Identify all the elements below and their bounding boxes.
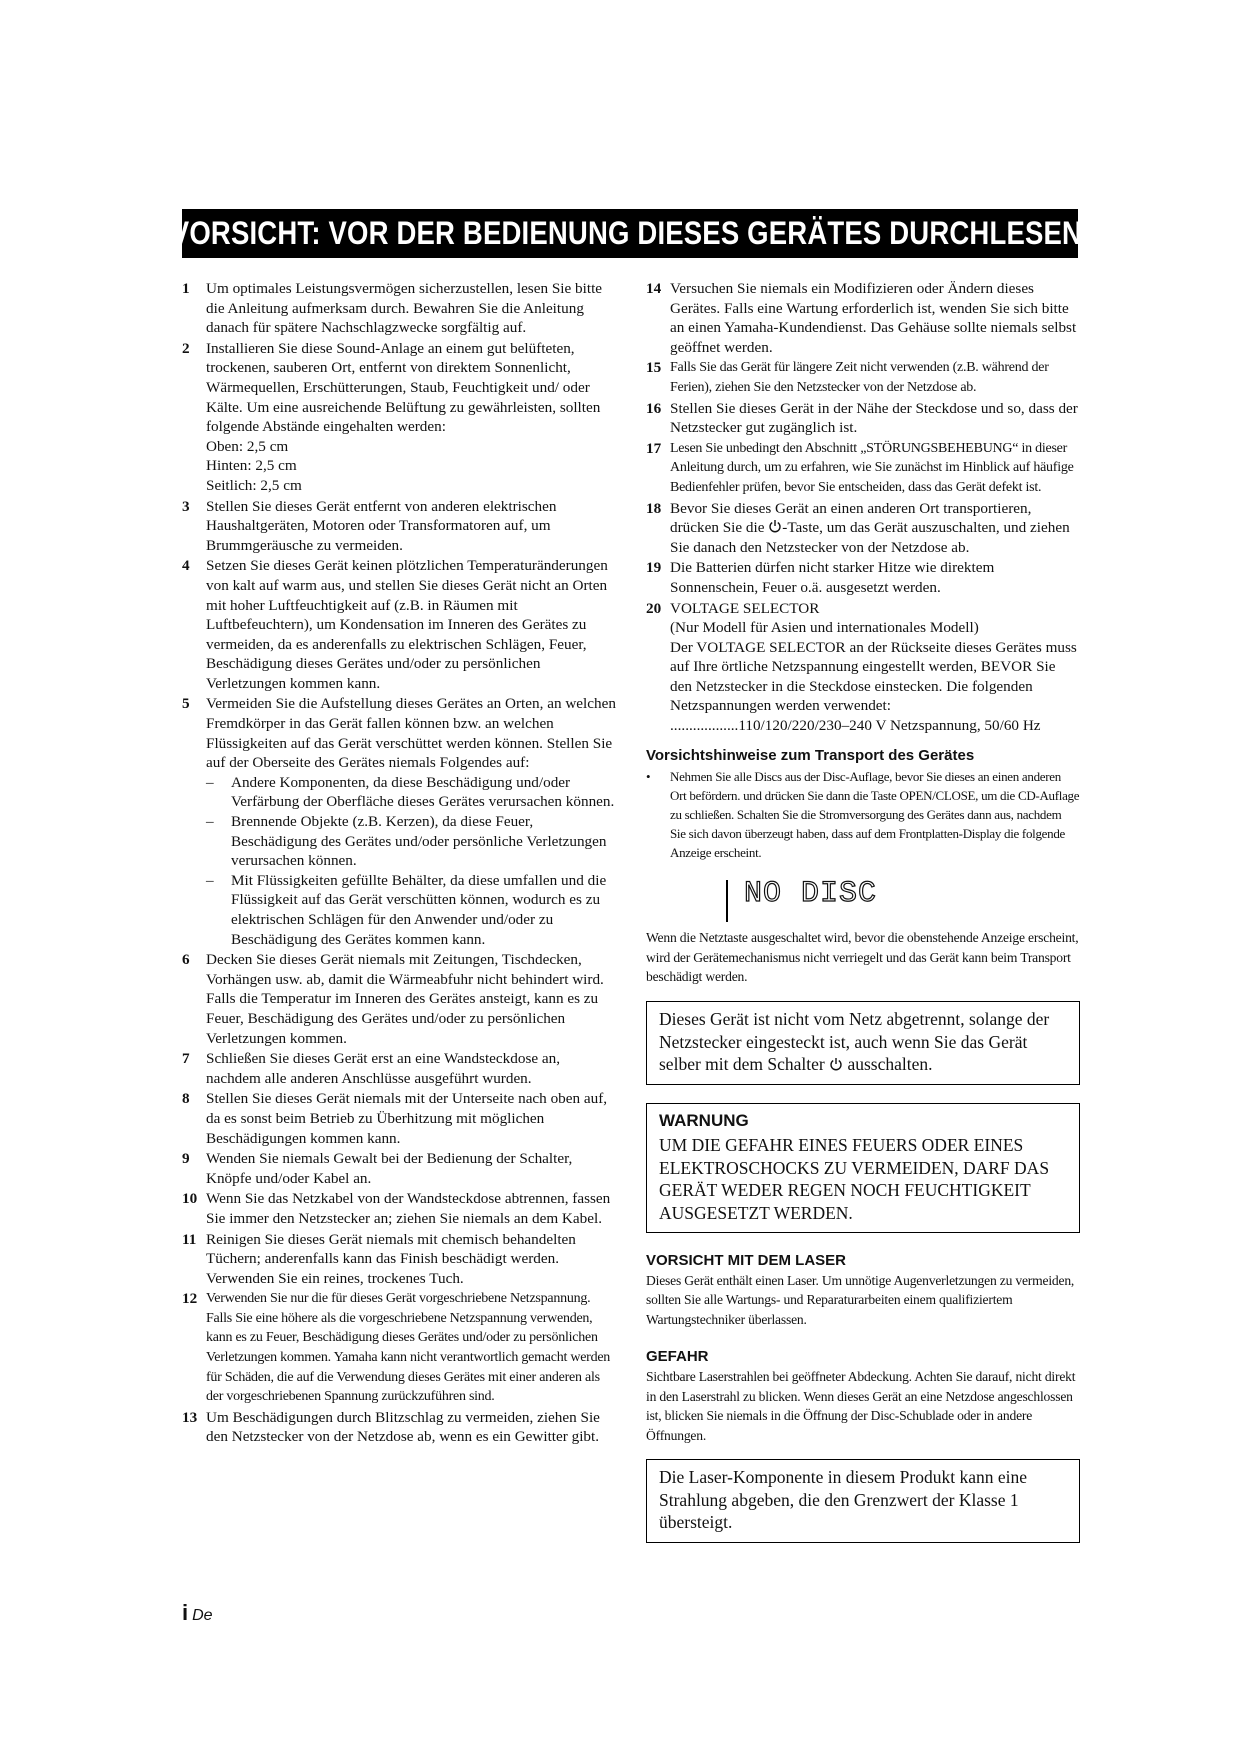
page-number: i <box>182 1600 189 1625</box>
power-icon <box>829 1057 843 1071</box>
warning-title: WARNUNG <box>659 1110 749 1130</box>
list-item: 14 Versuchen Sie niemals ein Modifizieren oder Ändern dieses Gerätes. Falls eine Wartung erforderlich ist, wenden Sie sich bitte an einen Yamaha-Kundendienst. Das Gehäuse sollte niemals selbst geöffnet werden. <box>646 280 1077 356</box>
transport-heading: Vorsichtshinweise zum Transport des Gerätes <box>646 746 975 764</box>
list-item: 1 Um optimales Leistungsvermögen sicherzustellen, lesen Sie bitte die Anleitung aufmerksam durch. Bewahren Sie die Anleitung danach für spätere Nachschlagzwecke sorgfältig auf. <box>182 280 603 337</box>
list-item: 3 Stellen Sie dieses Gerät entfernt von anderen elektrischen Haushaltgeräten, Motoren oder Transformatoren auf, um Brummgeräusche zu vermeiden. <box>182 497 557 554</box>
power-notice-box: Dieses Gerät ist nicht vom Netz abgetrennt, solange der Netzstecker eingesteckt ist, auch wenn Sie das Gerät selber mit dem Schalter ausschalten. <box>646 1001 1080 1085</box>
warning-box <box>646 1103 1080 1234</box>
power-icon <box>768 519 782 533</box>
front-panel-display <box>726 877 908 922</box>
danger-heading: GEFAHR <box>646 1348 709 1366</box>
list-item: 12 Verwenden Sie nur die für dieses Gerät vorgeschriebene Netzspannung. Falls Sie eine höhere als die vorgeschriebene Netzspannung verwenden, kann es zu Feuer, Beschädigung dieses Gerätes und/oder zu persönlichen Verletzungen kommen. Yamaha kann nicht verantwortlich gemacht werden für Schäden, die auf die Verwendung dieses Gerätes mit einer anderen als der vorgeschriebenen Spannung zurückzuführen sind. <box>182 1290 611 1405</box>
list-item: 7 Schließen Sie dieses Gerät erst an eine Wandsteckdose an, nachdem alle anderen Anschlüsse ausgeführt wurden. <box>182 1050 561 1087</box>
laser-text: Dieses Gerät enthält einen Laser. Um unnötige Augenverletzungen zu vermeiden, sollten Sie alle Wartungs- und Reparaturarbeiten einem qualifiziertem Wartungstechniker überlassen. <box>646 1272 1075 1327</box>
list-item: 15 Falls Sie das Gerät für längere Zeit nicht verwenden (z.B. während der Ferien), ziehen Sie den Netzstecker von der Netzdose ab. <box>646 359 1049 395</box>
left-column <box>182 279 618 1448</box>
list-item: 11 Reinigen Sie dieses Gerät niemals mit chemisch behandelten Tüchern; anderenfalls kann das Finish beschädigt werden. Verwenden Sie ein reines, trockenes Tuch. <box>182 1230 576 1287</box>
list-item: 19 Die Batterien dürfen nicht starker Hitze wie direktem Sonnenschein, Feuer o.ä. ausgesetzt werden. <box>646 559 995 596</box>
laser-class-box: Die Laser-Komponente in diesem Produkt kann eine Strahlung abgeben, die den Grenzwert der Klasse 1 übersteigt. <box>646 1459 1080 1543</box>
list-item: 9 Wenden Sie niemals Gewalt bei der Bedienung der Schalter, Knöpfe und/oder Kabel an. <box>182 1150 573 1187</box>
list-item: 13 Um Beschädigungen durch Blitzschlag zu vermeiden, ziehen Sie den Netzstecker von der Netzdose ab, wenn es ein Gewitter gibt. <box>182 1408 600 1446</box>
page-title-bar <box>170 209 1090 258</box>
list-item: 16 Stellen Sie dieses Gerät in der Nähe der Steckdose und so, dass der Netzstecker gut zugänglich ist. <box>646 399 1078 437</box>
transport-note: Wenn die Netztaste ausgeschaltet wird, bevor die obenstehende Anzeige erscheint, wird der Gerätemechanismus nicht verriegelt und das Gerät kann beim Transport beschädigt werden. <box>646 930 1079 985</box>
language-code: De <box>192 1607 213 1624</box>
list-item: 4 Setzen Sie dieses Gerät keinen plötzlichen Temperaturänderungen von kalt auf warm aus, und stellen Sie dieses Gerät nicht an Orten mit hoher Luftfeuchtigkeit auf (z.B. in Räumen mit Luftbefeuchtern), um Kondensation im Inneren des Gerätes zu vermeiden, da es anderenfalls zu elektrischen Schlägen, Feuer, Beschädigung dieses Gerätes und/oder zu persönlichen Verletzungen kommen kann. <box>182 557 608 692</box>
list-item: 5 Vermeiden Sie die Aufstellung dieses Gerätes an Orten, an welchen Fremdkörper in das Gerät fallen können bzw. an welchen Flüssigkeiten auf das Gerät verschüttet werden können. Stellen Sie auf der Oberseite des Gerätes niemals Folgendes auf: – Andere Komponenten, da diese Beschädigung und/oder Verfärbung der Oberfläche dieses Gerätes verursachen können. – Brennende Objekte (z.B. Kerzen), da diese Feuer, Beschädigung des Gerätes und/oder persönliche Verletzungen verursachen können. – Mit Flüssigkeiten gefüllte Behälter, da diese umfallen und die Flüssigkeit auf das Gerät verschütten können, wodurch es zu elektrischen Schlägen für den Anwender und/oder zu Beschädigung des Gerätes kommen kann. <box>182 694 618 949</box>
list-item: 20 VOLTAGE SELECTOR (Nur Modell für Asien und internationales Modell) Der VOLTAGE SELECTOR an der Rückseite dieses Gerätes muss auf Ihre örtliche Netzspannung eingestellt werden, BEVOR Sie den Netzstecker in die Steckdose einstecken. Die folgenden Netzspannungen werden verwendet: ..................110/120/220/230–240 V Netzspannung, 50/60 Hz <box>646 599 1077 735</box>
dash-item: – Mit Flüssigkeiten gefüllte Behälter, da diese umfallen und die Flüssigkeit auf das Gerät verschütten können, wodurch es zu elektrischen Schlägen für den Anwender und/oder zu Beschädigung des Gerätes kommen kann. <box>206 871 607 948</box>
list-item: 8 Stellen Sie dieses Gerät niemals mit der Unterseite nach oben auf, da es sonst beim Betrieb zu Überhitzung mit möglichen Beschädigungen kommen kann. <box>182 1090 608 1147</box>
list-item: 18 Bevor Sie dieses Gerät an einen anderen Ort transportieren, drücken Sie die -Taste, um das Gerät auszuschalten, und ziehen Sie danach den Netzstecker von der Netzdose ab. <box>646 499 1070 556</box>
dash-item: – Brennende Objekte (z.B. Kerzen), da diese Feuer, Beschädigung des Gerätes und/oder persönliche Verletzungen verursachen können. <box>206 813 607 870</box>
list-item: 2 Installieren Sie diese Sound-Anlage an einem gut belüfteten, trockenen, sauberen Ort, entfernt von direktem Sonnenlicht, Wärmequellen, Erschütterungen, Staub, Feuchtigkeit und/ oder Kälte. Um eine ausreichende Belüftung zu gewährleisten, sollten folgende Abstände eingehalten werden: Oben: 2,5 cm Hinten: 2,5 cm Seitlich: 2,5 cm <box>182 339 601 494</box>
list-item: 10 Wenn Sie das Netzkabel von der Wandsteckdose abtrennen, fassen Sie immer den Netzstecker an; ziehen Sie niemals an dem Kabel. <box>182 1190 611 1227</box>
warning-text: UM DIE GEFAHR EINES FEUERS ODER EINES ELEKTROSCHOCKS ZU VERMEIDEN, DARF DAS GERÄT WEDER REGEN NOCH FEUCHTIGKEIT AUSGESETZT WERDEN. <box>659 1135 1050 1223</box>
right-column <box>646 279 1080 1543</box>
laser-heading: VORSICHT MIT DEM LASER <box>646 1252 847 1270</box>
page-footer <box>182 1600 213 1626</box>
transport-bullet: • Nehmen Sie alle Discs aus der Disc-Auflage, bevor Sie dieses an einen anderen Ort befördern. und drücken Sie dann die Taste OPEN/CLOSE, um die CD-Auflage zu schließen. Schalten Sie die Stromversorgung des Gerätes dann aus, nachdem Sie sich davon überzeugt haben, dass auf dem Frontplatten-Display die folgende Anzeige erscheint. <box>646 769 1080 861</box>
page-title: VORSICHT: VOR DER BEDIENUNG DIESES GERÄTES DURCHLESEN. <box>170 215 1090 251</box>
display-text: NO DISC <box>744 877 878 912</box>
list-item: 6 Decken Sie dieses Gerät niemals mit Zeitungen, Tischdecken, Vorhängen usw. ab, damit die Wärmeabfuhr nicht behindert wird. Falls die Temperatur im Inneren des Gerätes ansteigt, kann es zu Feuer, Beschädigung des Gerätes und/oder zu persönlichen Verletzungen kommen. <box>182 951 604 1047</box>
list-item: 17 Lesen Sie unbedingt den Abschnitt „STÖRUNGSBEHEBUNG“ in dieser Anleitung durch, um zu erfahren, wie Sie zunächst im Hinblick auf häufige Bedienfehler prüfen, bevor Sie entscheiden, dass das Gerät defekt ist. <box>646 439 1074 495</box>
danger-text: Sichtbare Laserstrahlen bei geöffneter Abdeckung. Achten Sie darauf, nicht direkt in den Laserstrahl zu blicken. Wenn dieses Gerät an eine Netzdose angeschlossen ist, blicken Sie niemals in die Öffnung der Disc-Schublade oder in andere Öffnungen. <box>646 1369 1076 1443</box>
dash-item: – Andere Komponenten, da diese Beschädigung und/oder Verfärbung der Oberfläche dieses Gerätes verursachen können. <box>206 773 615 811</box>
